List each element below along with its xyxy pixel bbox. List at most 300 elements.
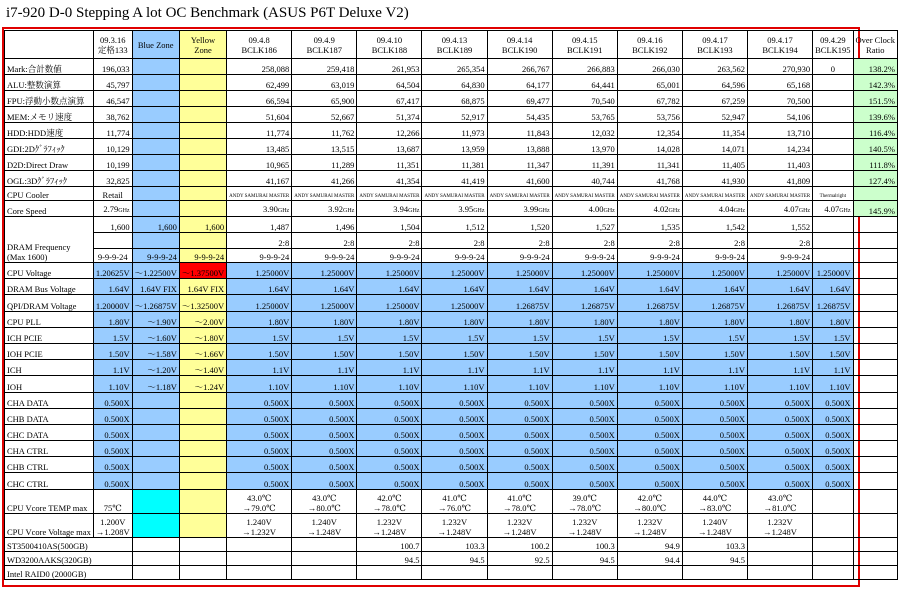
voltage-row (5, 473, 898, 489)
empty-cell (853, 376, 897, 392)
voltage-value: 0.500X (227, 424, 292, 440)
temp-value: 39.0℃ →78.0℃ (552, 489, 617, 513)
row-label: QPI/DRAM Voltage (5, 295, 94, 311)
voltage-value: 1.5V (422, 327, 487, 343)
bench-value: 41,930 (682, 171, 747, 187)
voltage-value: 0.500X (292, 473, 357, 489)
voltage-value: 1.10V (292, 376, 357, 392)
blue-zone-cell: ～1.18V (132, 376, 179, 392)
row-label: CHB CTRL (5, 457, 94, 473)
voltage-value: 1.50V (748, 343, 813, 359)
empty-cell (853, 457, 897, 473)
base-value: 0.500X (93, 392, 132, 408)
voltage-value: 0.500X (617, 473, 682, 489)
dram-ratio: 2:8 (422, 233, 487, 249)
yellow-zone-cell: ～1.24V (179, 376, 226, 392)
disk-value: 92.5 (487, 551, 552, 565)
vmax-value: 1.232V →1.248V (487, 513, 552, 537)
voltage-row (5, 263, 898, 279)
yellow-zone-cell: ～1.66V (179, 343, 226, 359)
disk-value (748, 537, 813, 551)
bench-value: 13,959 (422, 139, 487, 155)
voltage-value: 1.25000V (357, 263, 422, 279)
bench-value: 265,354 (422, 59, 487, 75)
bench-row (5, 107, 898, 123)
bench-value (813, 91, 853, 107)
voltage-value: 0.500X (813, 473, 853, 489)
voltage-value: 1.5V (357, 327, 422, 343)
dram-value: 1,496 (292, 217, 357, 233)
disk-value (132, 565, 179, 579)
blue-zone-cell: ～1.90V (132, 311, 179, 327)
bench-value: 51,374 (357, 107, 422, 123)
voltage-value: 0.500X (682, 441, 747, 457)
bench-value: 13,515 (292, 139, 357, 155)
voltage-value: 0.500X (682, 473, 747, 489)
voltage-value: 0.500X (487, 441, 552, 457)
row-label: DRAM Frequency (Max 1600) (5, 217, 94, 263)
voltage-value: 1.80V (682, 311, 747, 327)
blue-zone-cell: 1.64V FIX (132, 279, 179, 295)
voltage-value: 0.500X (227, 408, 292, 424)
voltage-value: 0.500X (227, 392, 292, 408)
empty-cell (853, 279, 897, 295)
corner-cell (5, 31, 94, 59)
voltage-value: 1.80V (422, 311, 487, 327)
base-value: 1.80V (93, 311, 132, 327)
bench-value: 266,767 (487, 59, 552, 75)
voltage-value: 0.500X (487, 392, 552, 408)
bench-value: 70,540 (552, 91, 617, 107)
voltage-value: 1.26875V (552, 295, 617, 311)
voltage-value: 1.80V (552, 311, 617, 327)
bench-value: 64,830 (422, 75, 487, 91)
voltage-value: 0.500X (422, 441, 487, 457)
voltage-value: 1.25000V (813, 263, 853, 279)
voltage-value: 0.500X (422, 392, 487, 408)
cooler-value: ANDY SAMURAI MASTER (682, 187, 747, 201)
disk-value (132, 537, 179, 551)
dram-value: 1,512 (422, 217, 487, 233)
voltage-row (5, 424, 898, 440)
empty-cell (813, 489, 853, 513)
disk-value (748, 551, 813, 565)
row-label: ICH PCIE (5, 327, 94, 343)
base-value: 1.1V (93, 360, 132, 376)
column-header: 09.4.16 BCLK192 (617, 31, 682, 59)
voltage-row (5, 360, 898, 376)
blue-zone-cell: ～1.26875V (132, 295, 179, 311)
ratio-value: 151.5% (853, 91, 897, 107)
voltage-value: 1.26875V (748, 295, 813, 311)
voltage-value: 1.5V (682, 327, 747, 343)
voltage-value: 1.50V (487, 343, 552, 359)
ratio-value: 139.6% (853, 107, 897, 123)
blue-zone-cell (132, 187, 179, 201)
blue-zone-cell (132, 171, 179, 187)
cooler-value: ANDY SAMURAI MASTER (552, 187, 617, 201)
disk-value (617, 565, 682, 579)
base-value: 1,600 (93, 217, 132, 233)
bench-value: 14,071 (682, 139, 747, 155)
voltage-value: 1.1V (552, 360, 617, 376)
voltage-value: 1.64V (487, 279, 552, 295)
column-header: 09.4.17 BCLK194 (748, 31, 813, 59)
blue-zone-cell (132, 473, 179, 489)
timing-value: 9-9-9-24 (422, 249, 487, 263)
vmax-value: 1.232V →1.248V (748, 513, 813, 537)
core-speed-value: 3.90GHz (227, 201, 292, 217)
bench-row (5, 59, 898, 75)
column-header: 09.4.9 BCLK187 (292, 31, 357, 59)
voltage-value: 0.500X (748, 392, 813, 408)
voltage-value: 1.10V (813, 376, 853, 392)
voltage-value: 1.64V (357, 279, 422, 295)
voltage-value: 1.5V (487, 327, 552, 343)
voltage-value: 0.500X (357, 457, 422, 473)
ratio-value: 116.4% (853, 123, 897, 139)
bench-value: 258,088 (227, 59, 292, 75)
yellow-zone-cell: ～1.80V (179, 327, 226, 343)
row-label: CPU Cooler (5, 187, 94, 201)
base-value: 75℃ (93, 489, 132, 513)
voltage-value: 1.25000V (422, 295, 487, 311)
blue-zone-cell (132, 91, 179, 107)
voltage-value: 0.500X (552, 457, 617, 473)
disk-row (5, 565, 898, 579)
voltage-value: 1.64V (682, 279, 747, 295)
voltage-value: 1.64V (748, 279, 813, 295)
dram-ratio: 2:8 (552, 233, 617, 249)
voltage-value: 1.26875V (682, 295, 747, 311)
yellow-zone-cell (179, 513, 226, 537)
bench-value: 11,403 (748, 155, 813, 171)
bench-value: 66,594 (227, 91, 292, 107)
bench-row (5, 155, 898, 171)
voltage-value: 1.25000V (552, 263, 617, 279)
bench-value: 70,500 (748, 91, 813, 107)
bench-value: 270,930 (748, 59, 813, 75)
core-speed-value: 4.07GHz (748, 201, 813, 217)
voltage-value: 1.10V (682, 376, 747, 392)
bench-value: 11,391 (552, 155, 617, 171)
voltage-value: 0.500X (813, 441, 853, 457)
disk-value (292, 565, 357, 579)
blue-zone-cell: ～1.58V (132, 343, 179, 359)
column-header: 09.4.14 BCLK190 (487, 31, 552, 59)
bench-value (813, 155, 853, 171)
disk-value (682, 565, 747, 579)
voltage-row (5, 457, 898, 473)
voltage-row (5, 279, 898, 295)
bench-value: 64,504 (357, 75, 422, 91)
bench-value (813, 171, 853, 187)
ratio-value: 140.5% (853, 139, 897, 155)
voltage-value: 0.500X (552, 473, 617, 489)
voltage-value: 1.1V (292, 360, 357, 376)
voltage-value: 1.50V (357, 343, 422, 359)
base-value: 2.79GHz (93, 201, 132, 217)
voltage-value: 1.64V (292, 279, 357, 295)
empty-cell (853, 327, 897, 343)
dram-ratio: 2:8 (682, 233, 747, 249)
yellow-zone-cell: ～1.40V (179, 360, 226, 376)
bench-value: 11,354 (682, 123, 747, 139)
core-speed-value: 4.04GHz (682, 201, 747, 217)
bench-value: 53,756 (617, 107, 682, 123)
bench-value (813, 123, 853, 139)
row-label: MEM:メモリ速度 (5, 107, 94, 123)
empty-cell (853, 249, 897, 263)
core-speed-value: 4.00GHz (552, 201, 617, 217)
yellow-zone-cell (179, 123, 226, 139)
row-label: CHC DATA (5, 424, 94, 440)
voltage-value: 1.5V (813, 327, 853, 343)
voltage-value: 0.500X (617, 424, 682, 440)
bench-value (813, 139, 853, 155)
temp-value: 43.0℃ →79.0℃ (227, 489, 292, 513)
timing-value: 9-9-9-24 (617, 249, 682, 263)
disk-value (292, 537, 357, 551)
base-value: 0.500X (93, 408, 132, 424)
bench-value: 11,843 (487, 123, 552, 139)
dram-value: 1,535 (617, 217, 682, 233)
voltage-row (5, 408, 898, 424)
disk-row (5, 537, 898, 551)
empty-cell (853, 233, 897, 249)
yellow-zone-cell: 1.64V FIX (179, 279, 226, 295)
base-value: 46,547 (93, 91, 132, 107)
dram-ratio: 2:8 (357, 233, 422, 249)
blue-zone-cell (132, 75, 179, 91)
voltage-value: 1.1V (357, 360, 422, 376)
empty-cell (853, 343, 897, 359)
bench-value: 51,604 (227, 107, 292, 123)
base-value: 11,774 (93, 123, 132, 139)
voltage-value: 1.25000V (422, 263, 487, 279)
bench-row (5, 171, 898, 187)
blue-zone-cell (132, 107, 179, 123)
yellow-zone-cell (179, 489, 226, 513)
blue-zone-cell: ～1.20V (132, 360, 179, 376)
ratio-value: 145.9% (853, 201, 897, 217)
yellow-zone-cell (179, 59, 226, 75)
row-label: WD3200AAKS(320GB) (5, 551, 133, 565)
voltage-value: 1.10V (748, 376, 813, 392)
voltage-value: 1.25000V (617, 263, 682, 279)
base-value: 10,199 (93, 155, 132, 171)
disk-row (5, 551, 898, 565)
voltage-value: 0.500X (227, 473, 292, 489)
yellow-zone-cell (179, 233, 226, 249)
yellow-zone-cell (179, 91, 226, 107)
vcore-max-row (5, 513, 898, 537)
row-label: IOH (5, 376, 94, 392)
bench-value: 11,973 (422, 123, 487, 139)
disk-value: 94.4 (617, 551, 682, 565)
voltage-value: 0.500X (682, 457, 747, 473)
column-header: 09.4.17 BCLK193 (682, 31, 747, 59)
ratio-value: 142.3% (853, 75, 897, 91)
voltage-value: 0.500X (552, 392, 617, 408)
base-value: 1.20625V (93, 263, 132, 279)
yellow-zone-cell (179, 201, 226, 217)
bench-value: 64,177 (487, 75, 552, 91)
vmax-value: 1.232V →1.248V (357, 513, 422, 537)
voltage-value: 1.80V (487, 311, 552, 327)
voltage-value: 1.64V (813, 279, 853, 295)
voltage-value: 1.5V (748, 327, 813, 343)
bench-value: 11,347 (487, 155, 552, 171)
voltage-value: 0.500X (422, 408, 487, 424)
vmax-value: 1.240V →1.248V (682, 513, 747, 537)
column-header: Yellow Zone (179, 31, 226, 59)
timing-value: 9-9-9-24 (227, 249, 292, 263)
row-label: Mark:合計数値 (5, 59, 94, 75)
core-speed-value: 4.02GHz (617, 201, 682, 217)
voltage-value: 0.500X (357, 424, 422, 440)
empty-cell (813, 233, 853, 249)
voltage-value: 0.500X (487, 457, 552, 473)
disk-value: 100.3 (552, 537, 617, 551)
vmax-value: 1.232V →1.248V (552, 513, 617, 537)
cooler-value: ANDY SAMURAI MASTER (357, 187, 422, 201)
dram-value: 1,520 (487, 217, 552, 233)
voltage-value: 1.25000V (748, 263, 813, 279)
voltage-value: 1.25000V (292, 263, 357, 279)
voltage-value: 0.500X (813, 424, 853, 440)
row-label: ALU:整数演算 (5, 75, 94, 91)
bench-value: 13,687 (357, 139, 422, 155)
yellow-zone-cell: ～1.37500V (179, 263, 226, 279)
empty-cell (853, 311, 897, 327)
column-header: 09.4.15 BCLK191 (552, 31, 617, 59)
bench-value: 11,381 (422, 155, 487, 171)
yellow-zone-cell (179, 139, 226, 155)
row-label: CHA DATA (5, 392, 94, 408)
base-value: 0.500X (93, 457, 132, 473)
timing-value: 9-9-9-24 (292, 249, 357, 263)
bench-value: 13,710 (748, 123, 813, 139)
bench-value: 0 (813, 59, 853, 75)
empty-cell (853, 263, 897, 279)
empty-cell (853, 295, 897, 311)
row-label: CPU PLL (5, 311, 94, 327)
voltage-value: 1.1V (487, 360, 552, 376)
temp-value: 43.0℃ →81.0℃ (748, 489, 813, 513)
blue-zone-cell (132, 513, 179, 537)
row-label: GDI:2Dｸﾞﾗﾌｨｯｸ (5, 139, 94, 155)
bench-value: 12,266 (357, 123, 422, 139)
column-header: 09.4.8 BCLK186 (227, 31, 292, 59)
voltage-value: 1.50V (292, 343, 357, 359)
column-header: 09.3.16 定格133 (93, 31, 132, 59)
ratio-value (853, 187, 897, 201)
voltage-value: 1.64V (552, 279, 617, 295)
yellow-zone-cell (179, 424, 226, 440)
bench-value: 67,417 (357, 91, 422, 107)
blue-zone-cell: ～1.60V (132, 327, 179, 343)
bench-value: 266,030 (617, 59, 682, 75)
bench-value: 41,600 (487, 171, 552, 187)
dram-ratio-row (5, 233, 898, 249)
voltage-value: 0.500X (748, 441, 813, 457)
dram-value: 1,487 (227, 217, 292, 233)
voltage-value: 0.500X (748, 457, 813, 473)
voltage-value: 1.25000V (487, 263, 552, 279)
blue-zone-cell (132, 489, 179, 513)
voltage-row (5, 295, 898, 311)
voltage-row (5, 343, 898, 359)
disk-value (813, 551, 853, 565)
base-value: 0.500X (93, 424, 132, 440)
disk-value: 94.5 (552, 551, 617, 565)
disk-value (227, 551, 292, 565)
column-header: 09.4.10 BCLK188 (357, 31, 422, 59)
empty-cell (853, 408, 897, 424)
disk-value (357, 565, 422, 579)
voltage-value: 0.500X (292, 408, 357, 424)
core-speed-value: 3.95GHz (422, 201, 487, 217)
bench-value: 54,435 (487, 107, 552, 123)
yellow-zone-cell: 1,600 (179, 217, 226, 233)
voltage-value: 1.80V (748, 311, 813, 327)
voltage-value: 1.64V (617, 279, 682, 295)
empty-cell (853, 360, 897, 376)
bench-value: 11,774 (227, 123, 292, 139)
disk-value (422, 565, 487, 579)
bench-value: 11,341 (617, 155, 682, 171)
bench-value: 52,667 (292, 107, 357, 123)
voltage-value: 1.50V (617, 343, 682, 359)
voltage-value: 1.1V (617, 360, 682, 376)
voltage-row (5, 392, 898, 408)
cooler-value: ANDY SAMURAI MASTER (422, 187, 487, 201)
blue-zone-cell: 1,600 (132, 217, 179, 233)
column-header: 09.4.29 BCLK195 (813, 31, 853, 59)
bench-value: 13,970 (552, 139, 617, 155)
row-label: CHB DATA (5, 408, 94, 424)
blue-zone-cell (132, 123, 179, 139)
voltage-row (5, 376, 898, 392)
timing-value: 9-9-9-24 (132, 249, 179, 263)
bench-value: 67,259 (682, 91, 747, 107)
base-value: 1.64V (93, 279, 132, 295)
dram-ratio: 2:8 (748, 233, 813, 249)
row-label: HDD:HDD速度 (5, 123, 94, 139)
disk-value: 103.3 (682, 537, 747, 551)
blue-zone-cell (132, 201, 179, 217)
dram-ratio: 2:8 (292, 233, 357, 249)
empty-cell (853, 537, 897, 551)
bench-value: 52,947 (682, 107, 747, 123)
yellow-zone-cell (179, 408, 226, 424)
core-speed-value: 4.07GHz (813, 201, 853, 217)
column-header: 09.4.13 BCLK189 (422, 31, 487, 59)
bench-value: 68,875 (422, 91, 487, 107)
voltage-value: 0.500X (813, 408, 853, 424)
blue-zone-cell (132, 424, 179, 440)
ratio-value: 138.2% (853, 59, 897, 75)
blue-zone-cell (132, 392, 179, 408)
voltage-value: 1.1V (748, 360, 813, 376)
cooler-value: ANDY SAMURAI MASTER (227, 187, 292, 201)
disk-value: 94.5 (682, 551, 747, 565)
disk-value: 94.5 (357, 551, 422, 565)
row-label: CPU Voltage (5, 263, 94, 279)
temp-value: 41.0℃ →76.0℃ (422, 489, 487, 513)
empty-cell (853, 565, 897, 579)
